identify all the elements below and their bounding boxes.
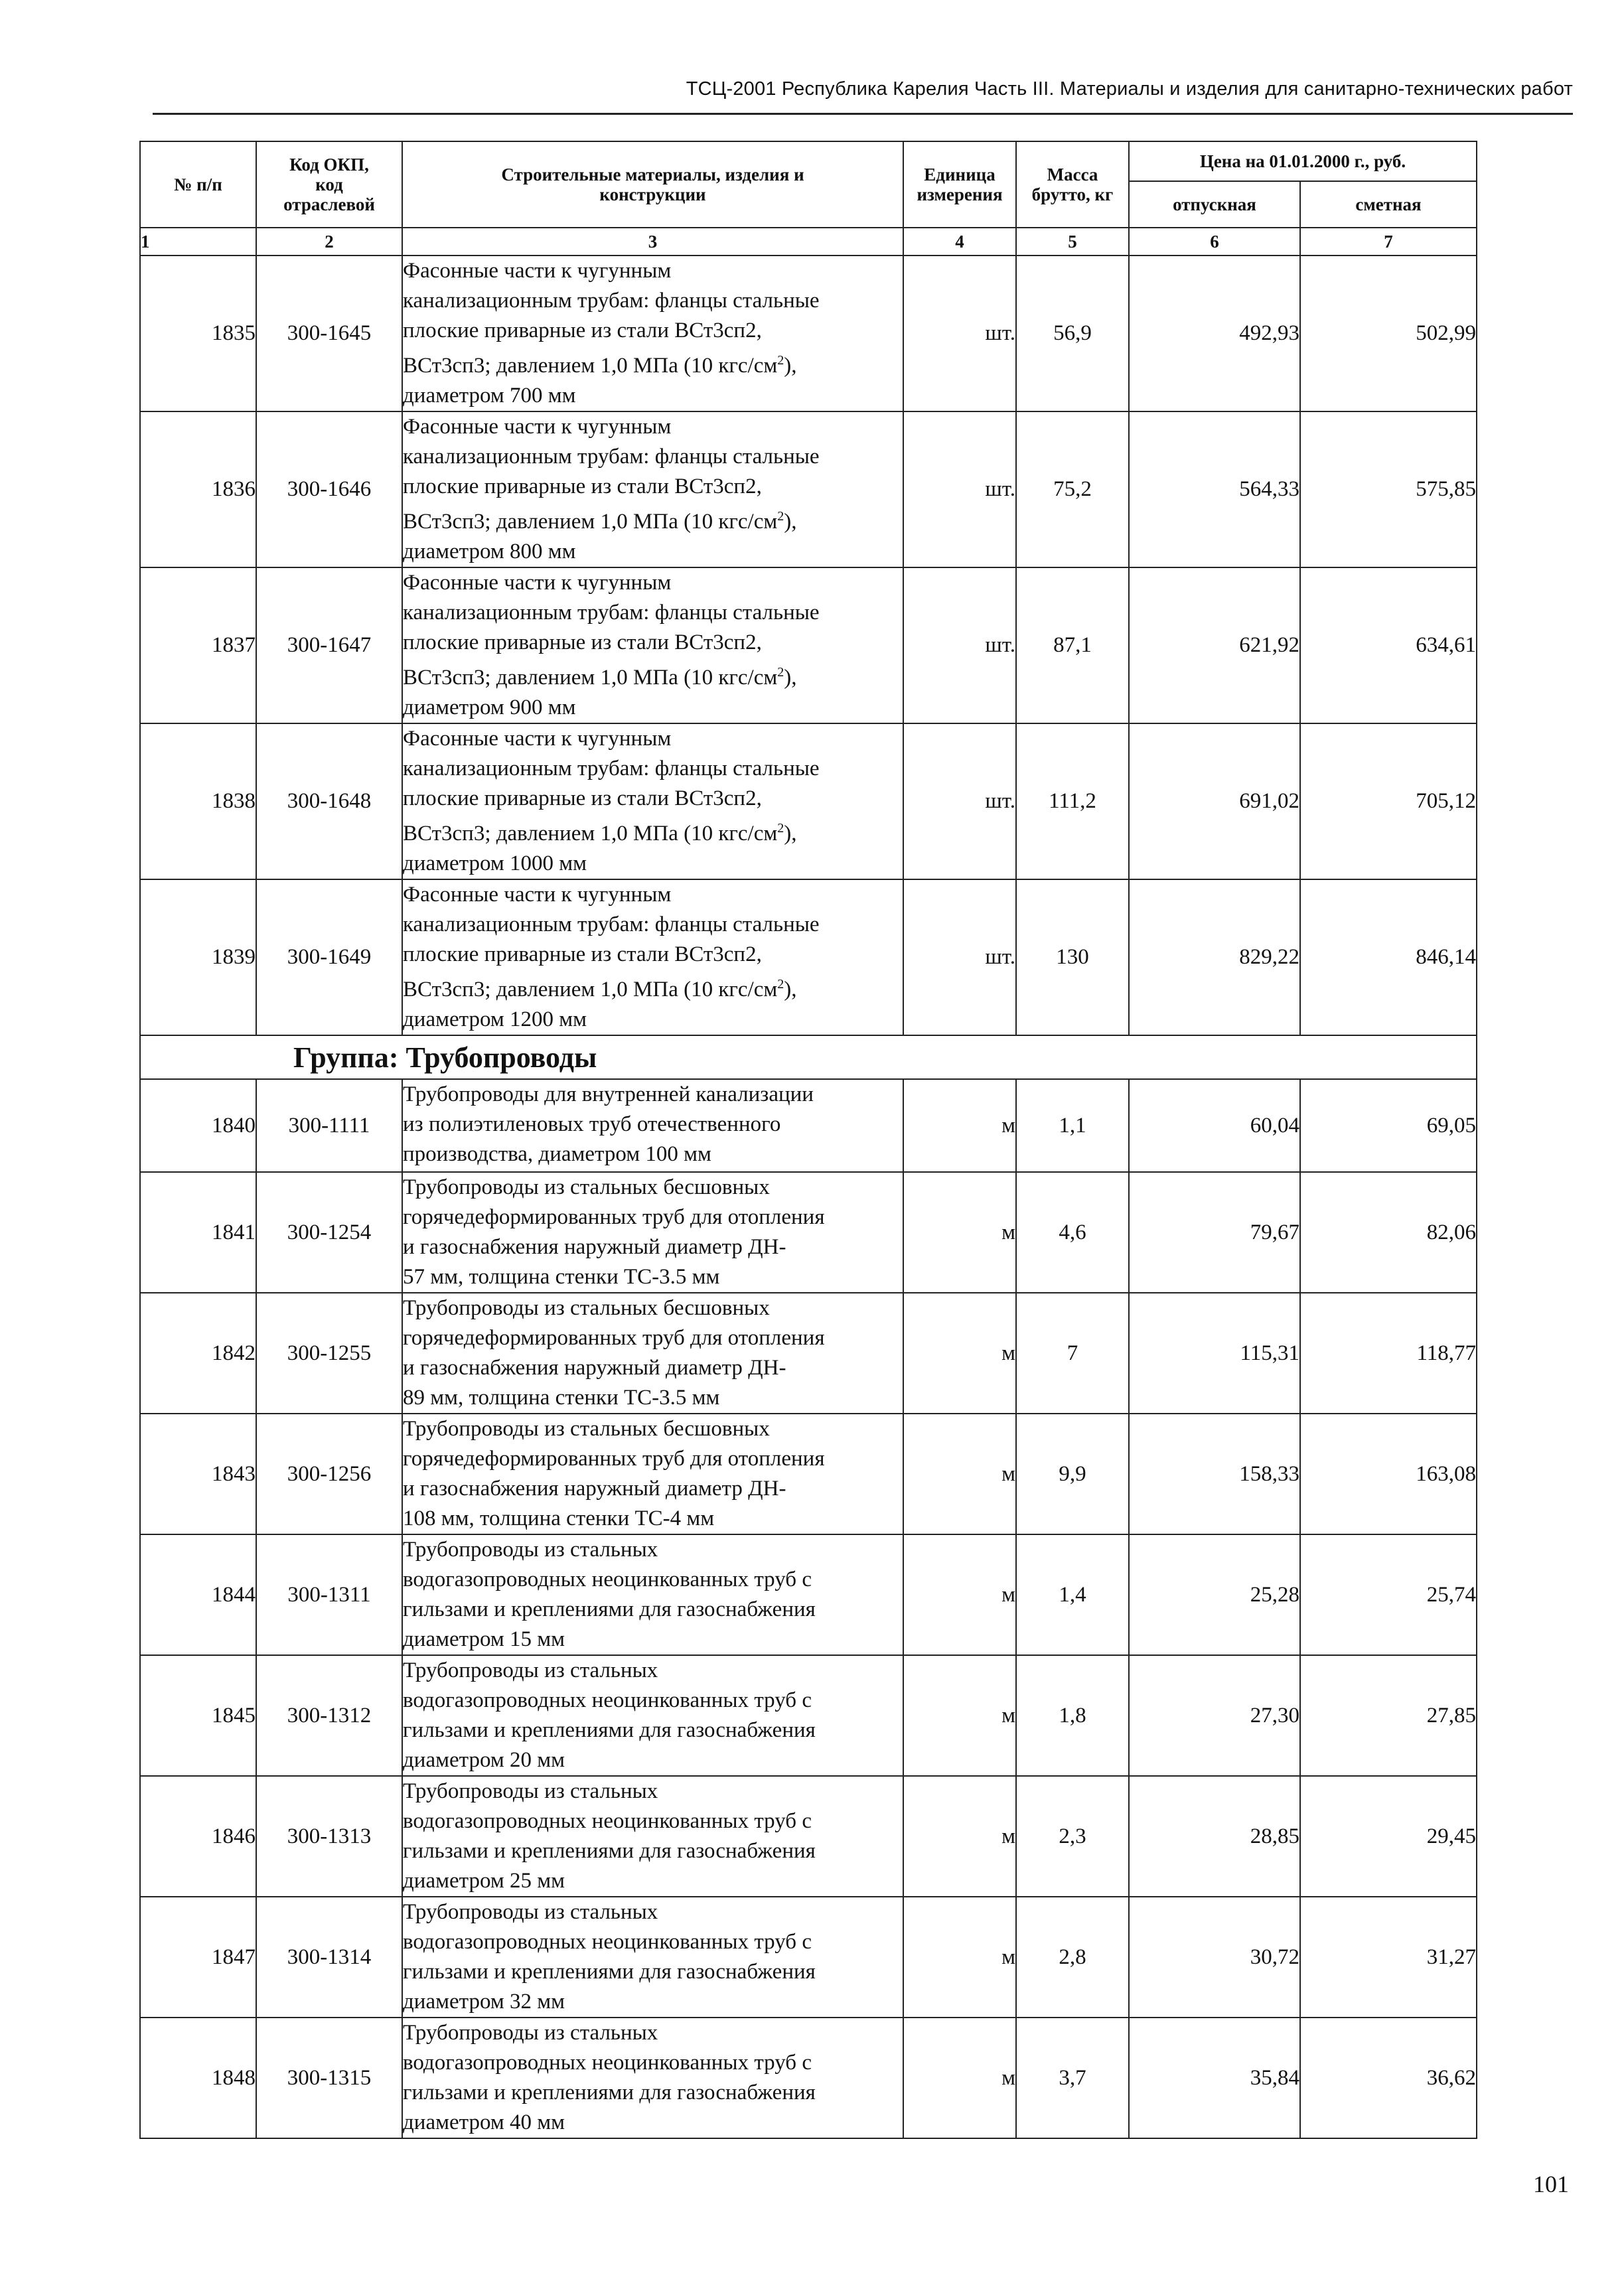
description-line: Фасонные части к чугунным (403, 727, 672, 751)
description-text: ВСт3сп3; давлением 1,0 МПа (10 кгс/см (403, 354, 778, 378)
description-line: водогазопроводных неоцинкованных труб с (403, 2051, 812, 2075)
description-line: диаметром 40 мм (403, 2110, 565, 2134)
row-number: 1838 (140, 723, 256, 879)
description-line: диаметром 32 мм (403, 1990, 565, 2014)
description-line: Фасонные части к чугунным (403, 415, 672, 439)
okp-code: 300-1649 (256, 879, 402, 1035)
item-description (402, 1293, 903, 1414)
description-line: из полиэтиленовых труб отечественного (403, 1112, 781, 1136)
gross-mass: 130 (1016, 879, 1129, 1035)
unit-of-measure: м (903, 1414, 1016, 1534)
price-estimate: 163,08 (1300, 1414, 1477, 1534)
unit-of-measure: шт. (903, 567, 1016, 723)
row-number: 1840 (140, 1079, 256, 1172)
description-text: ВСт3сп3; давлением 1,0 МПа (10 кгс/см (403, 978, 778, 1001)
col-header-code-mid: код (315, 175, 343, 194)
description-line: диаметром 15 мм (403, 1627, 565, 1651)
row-number: 1844 (140, 1534, 256, 1655)
col-header-unit-line1: Единица (924, 165, 996, 184)
price-release: 621,92 (1129, 567, 1300, 723)
okp-code: 300-1311 (256, 1534, 402, 1655)
gross-mass: 4,6 (1016, 1172, 1129, 1293)
description-line (403, 970, 903, 1005)
description-line: Трубопроводы из стальных бесшовных (403, 1175, 770, 1199)
row-number: 1839 (140, 879, 256, 1035)
price-release: 35,84 (1129, 2018, 1300, 2138)
price-release: 564,33 (1129, 411, 1300, 567)
price-release: 27,30 (1129, 1655, 1300, 1776)
okp-code: 300-1646 (256, 411, 402, 567)
description-line: 57 мм, толщина стенки ТС-3.5 мм (403, 1265, 720, 1289)
page-header-title: ТСЦ-2001 Республика Карелия Часть III. Материалы и изделия для санитарно-технических работ (686, 78, 1573, 100)
rows-pipelines (140, 1079, 1477, 2138)
description-line: плоские приварные из стали ВСт3сп2, (403, 475, 762, 498)
price-release: 79,67 (1129, 1172, 1300, 1293)
unit-of-measure: м (903, 1776, 1016, 1897)
price-release: 829,22 (1129, 879, 1300, 1035)
price-estimate: 27,85 (1300, 1655, 1477, 1776)
column-number: 4 (903, 228, 1016, 256)
gross-mass: 56,9 (1016, 256, 1129, 411)
table-row (140, 1776, 1477, 1897)
gross-mass: 1,1 (1016, 1079, 1129, 1172)
description-line: 108 мм, толщина стенки ТС-4 мм (403, 1507, 715, 1530)
item-description (402, 411, 903, 567)
group-cell (140, 1035, 1477, 1079)
price-estimate: 36,62 (1300, 2018, 1477, 2138)
description-line: Трубопроводы из стальных (403, 1779, 658, 1803)
page-number: 101 (1533, 2171, 1569, 2197)
superscript-exponent: 2 (777, 821, 784, 836)
okp-code: 300-1648 (256, 723, 402, 879)
table-row (140, 1414, 1477, 1534)
description-line (403, 814, 903, 849)
gross-mass: 1,8 (1016, 1655, 1129, 1776)
price-release: 25,28 (1129, 1534, 1300, 1655)
superscript-exponent: 2 (777, 977, 784, 992)
table-row (140, 1293, 1477, 1414)
gross-mass: 3,7 (1016, 2018, 1129, 2138)
okp-code: 300-1315 (256, 2018, 402, 2138)
col-header-mass-line2: брутто, кг (1031, 184, 1114, 204)
row-number: 1837 (140, 567, 256, 723)
group-row (140, 1035, 1477, 1079)
table-row (140, 879, 1477, 1035)
table-row (140, 567, 1477, 723)
row-number: 1841 (140, 1172, 256, 1293)
column-number: 7 (1300, 228, 1477, 256)
row-number: 1836 (140, 411, 256, 567)
description-line: горячедеформированных труб для отопления (403, 1326, 825, 1350)
gross-mass: 7 (1016, 1293, 1129, 1414)
materials-price-table (139, 141, 1477, 2139)
col-header-mass (1016, 141, 1129, 228)
description-line: диаметром 1000 мм (403, 851, 587, 875)
table-row (140, 1655, 1477, 1776)
description-line: и газоснабжения наружный диаметр ДН- (403, 1477, 786, 1501)
price-release: 691,02 (1129, 723, 1300, 879)
description-line: Трубопроводы из стальных (403, 2021, 658, 2045)
table-row (140, 411, 1477, 567)
row-number: 1842 (140, 1293, 256, 1414)
description-line: гильзами и креплениями для газоснабжения (403, 1718, 816, 1742)
unit-of-measure: шт. (903, 411, 1016, 567)
superscript-exponent: 2 (777, 665, 784, 680)
description-line: канализационным трубам: фланцы стальные (403, 445, 820, 469)
price-estimate: 502,99 (1300, 256, 1477, 411)
description-line: плоские приварные из стали ВСт3сп2, (403, 630, 762, 654)
item-description (402, 723, 903, 879)
okp-code: 300-1255 (256, 1293, 402, 1414)
col-header-code (256, 141, 402, 228)
table-row (140, 1079, 1477, 1172)
col-header-no: № п/п (140, 141, 256, 228)
description-line: водогазопроводных неоцинкованных труб с (403, 1568, 812, 1591)
unit-of-measure: шт. (903, 879, 1016, 1035)
price-release: 28,85 (1129, 1776, 1300, 1897)
unit-of-measure: м (903, 1655, 1016, 1776)
description-line: горячедеформированных труб для отопления (403, 1205, 825, 1229)
column-number: 1 (140, 228, 256, 256)
price-release: 492,93 (1129, 256, 1300, 411)
item-description (402, 567, 903, 723)
description-line: диаметром 700 мм (403, 384, 576, 407)
okp-code: 300-1647 (256, 567, 402, 723)
row-number: 1843 (140, 1414, 256, 1534)
table-row (140, 1172, 1477, 1293)
okp-code: 300-1256 (256, 1414, 402, 1534)
price-release: 30,72 (1129, 1897, 1300, 2018)
col-header-price-estimate: сметная (1300, 181, 1477, 228)
okp-code: 300-1111 (256, 1079, 402, 1172)
price-estimate: 634,61 (1300, 567, 1477, 723)
col-header-unit (903, 141, 1016, 228)
description-line: Трубопроводы из стальных бесшовных (403, 1296, 770, 1320)
column-number-row (140, 228, 1477, 256)
group-label: Группа: Трубопроводы (293, 1041, 597, 1074)
item-description (402, 2018, 903, 2138)
gross-mass: 1,4 (1016, 1534, 1129, 1655)
description-line (403, 502, 903, 537)
table-row (140, 1534, 1477, 1655)
unit-of-measure: м (903, 1172, 1016, 1293)
gross-mass: 111,2 (1016, 723, 1129, 879)
gross-mass: 2,3 (1016, 1776, 1129, 1897)
description-line (403, 658, 903, 693)
description-line: водогазопроводных неоцинкованных труб с (403, 1688, 812, 1712)
price-estimate: 82,06 (1300, 1172, 1477, 1293)
price-estimate: 31,27 (1300, 1897, 1477, 2018)
okp-code: 300-1313 (256, 1776, 402, 1897)
table-row (140, 723, 1477, 879)
column-number: 5 (1016, 228, 1129, 256)
column-number: 6 (1129, 228, 1300, 256)
description-line: гильзами и креплениями для газоснабжения (403, 2081, 816, 2104)
description-line: диаметром 800 мм (403, 540, 576, 563)
description-line: диаметром 20 мм (403, 1748, 565, 1772)
description-line: плоские приварные из стали ВСт3сп2, (403, 319, 762, 342)
header-divider (153, 113, 1573, 115)
item-description (402, 1534, 903, 1655)
description-line: канализационным трубам: фланцы стальные (403, 757, 820, 780)
gross-mass: 75,2 (1016, 411, 1129, 567)
description-text: ВСт3сп3; давлением 1,0 МПа (10 кгс/см (403, 822, 778, 846)
item-description (402, 1414, 903, 1534)
description-line: и газоснабжения наружный диаметр ДН- (403, 1356, 786, 1380)
description-text: ВСт3сп3; давлением 1,0 МПа (10 кгс/см (403, 666, 778, 690)
group-section (140, 1035, 1477, 1079)
description-line: Трубопроводы из стальных (403, 1900, 658, 1924)
gross-mass: 2,8 (1016, 1897, 1129, 2018)
unit-of-measure: шт. (903, 256, 1016, 411)
description-text: ), (784, 666, 797, 690)
description-line: диаметром 1200 мм (403, 1007, 587, 1031)
okp-code: 300-1254 (256, 1172, 402, 1293)
row-number: 1846 (140, 1776, 256, 1897)
price-estimate: 118,77 (1300, 1293, 1477, 1414)
okp-code: 300-1312 (256, 1655, 402, 1776)
row-number: 1845 (140, 1655, 256, 1776)
description-line: Трубопроводы для внутренней канализации (403, 1082, 814, 1106)
description-line: канализационным трубам: фланцы стальные (403, 913, 820, 936)
table-row (140, 1897, 1477, 2018)
description-line: водогазопроводных неоцинкованных труб с (403, 1930, 812, 1954)
description-text: ВСт3сп3; давлением 1,0 МПа (10 кгс/см (403, 510, 778, 534)
description-line: гильзами и креплениями для газоснабжения (403, 1839, 816, 1863)
superscript-exponent: 2 (777, 353, 784, 368)
description-line: канализационным трубам: фланцы стальные (403, 601, 820, 625)
unit-of-measure: м (903, 1897, 1016, 2018)
col-header-price-group: Цена на 01.01.2000 г., руб. (1129, 141, 1477, 181)
description-text: ), (784, 822, 797, 846)
price-estimate: 575,85 (1300, 411, 1477, 567)
col-header-unit-line2: измерения (917, 184, 1003, 204)
col-header-code-bottom: отраслевой (283, 194, 375, 214)
gross-mass: 87,1 (1016, 567, 1129, 723)
unit-of-measure: м (903, 1079, 1016, 1172)
description-text: ), (784, 510, 797, 534)
unit-of-measure: шт. (903, 723, 1016, 879)
table-row (140, 2018, 1477, 2138)
table-row (140, 256, 1477, 411)
col-header-name (402, 141, 903, 228)
item-description (402, 256, 903, 411)
description-line: гильзами и креплениями для газоснабжения (403, 1597, 816, 1621)
price-release: 60,04 (1129, 1079, 1300, 1172)
rows-flanges (140, 256, 1477, 1035)
description-line: горячедеформированных труб для отопления (403, 1447, 825, 1471)
description-line: гильзами и креплениями для газоснабжения (403, 1960, 816, 1984)
col-header-mass-line1: Масса (1047, 165, 1098, 184)
description-line: производства, диаметром 100 мм (403, 1142, 711, 1166)
column-number: 3 (402, 228, 903, 256)
description-line: и газоснабжения наружный диаметр ДН- (403, 1235, 786, 1259)
description-line: Трубопроводы из стальных (403, 1658, 658, 1682)
price-estimate: 846,14 (1300, 879, 1477, 1035)
description-text: ), (784, 354, 797, 378)
price-estimate: 705,12 (1300, 723, 1477, 879)
col-header-price-release: отпускная (1129, 181, 1300, 228)
description-line: Трубопроводы из стальных бесшовных (403, 1417, 770, 1441)
column-number: 2 (256, 228, 402, 256)
superscript-exponent: 2 (777, 509, 784, 524)
description-text: ), (784, 978, 797, 1001)
row-number: 1835 (140, 256, 256, 411)
description-line: плоские приварные из стали ВСт3сп2, (403, 942, 762, 966)
description-line: Фасонные части к чугунным (403, 259, 672, 283)
item-description (402, 1897, 903, 2018)
item-description (402, 1172, 903, 1293)
description-line (403, 346, 903, 381)
description-line: Трубопроводы из стальных (403, 1538, 658, 1562)
item-description (402, 1079, 903, 1172)
col-header-name-line2: конструкции (599, 184, 706, 204)
item-description (402, 1776, 903, 1897)
col-header-name-line1: Строительные материалы, изделия и (501, 165, 804, 184)
price-estimate: 25,74 (1300, 1534, 1477, 1655)
description-line: 89 мм, толщина стенки ТС-3.5 мм (403, 1386, 720, 1410)
unit-of-measure: м (903, 1293, 1016, 1414)
row-number: 1847 (140, 1897, 256, 2018)
description-line: диаметром 25 мм (403, 1869, 565, 1893)
description-line: диаметром 900 мм (403, 696, 576, 719)
price-estimate: 29,45 (1300, 1776, 1477, 1897)
okp-code: 300-1314 (256, 1897, 402, 2018)
description-line: водогазопроводных неоцинкованных труб с (403, 1809, 812, 1833)
description-line: канализационным трубам: фланцы стальные (403, 289, 820, 313)
item-description (402, 879, 903, 1035)
item-description (402, 1655, 903, 1776)
price-release: 115,31 (1129, 1293, 1300, 1414)
description-line: Фасонные части к чугунным (403, 571, 672, 595)
col-header-code-top: Код ОКП, (289, 155, 369, 175)
unit-of-measure: м (903, 1534, 1016, 1655)
price-estimate: 69,05 (1300, 1079, 1477, 1172)
row-number: 1848 (140, 2018, 256, 2138)
gross-mass: 9,9 (1016, 1414, 1129, 1534)
description-line: Фасонные части к чугунным (403, 883, 672, 907)
table-header (140, 141, 1477, 256)
okp-code: 300-1645 (256, 256, 402, 411)
unit-of-measure: м (903, 2018, 1016, 2138)
price-release: 158,33 (1129, 1414, 1300, 1534)
description-line: плоские приварные из стали ВСт3сп2, (403, 786, 762, 810)
